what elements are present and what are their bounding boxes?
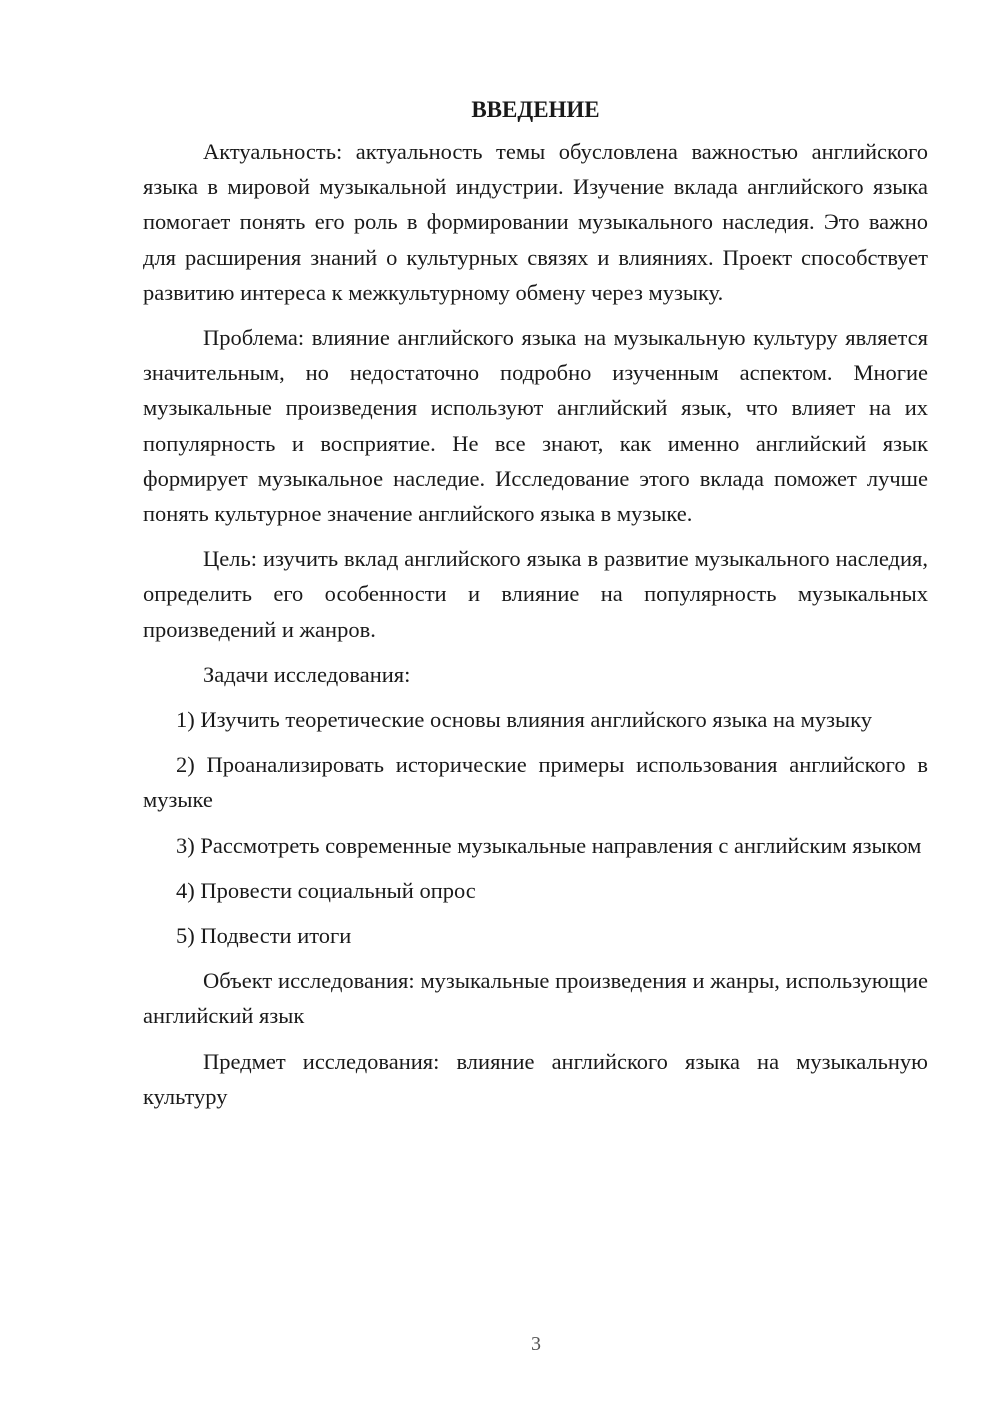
page-number: 3 — [531, 1333, 541, 1355]
task-item-1: 1) Изучить теоретические основы влияния английского языка на музыку — [176, 707, 872, 733]
section-title: ВВЕДЕНИЕ — [471, 97, 600, 122]
task-item-4: 4) Провести социальный опрос — [176, 877, 476, 903]
page-content — [143, 88, 928, 1114]
task-item-2: 2) Проанализировать исторические примеры использования английского в музыке — [143, 752, 928, 813]
object-paragraph: Объект исследования: музыкальные произведения и жанры, использующие английский язык — [143, 968, 928, 1029]
relevance-paragraph: Актуальность: актуальность темы обусловлена важностью английского языка в мировой музыкальной индустрии. Изучение вклада английского языка помогает понять его роль в формировании музыкального наследия. Это важно для расширения знаний о культурных связях и влияниях. Проект способствует развитию интереса к межкультурному обмену через музыку. — [143, 139, 928, 305]
tasks-heading: Задачи исследования: — [203, 661, 411, 687]
problem-paragraph: Проблема: влияние английского языка на музыкальную культуру является значительным, но недостаточно подробно изученным аспектом. Многие музыкальные произведения используют английский язык, что влияет на их популярность и восприятие. Не все знают, как именно английский язык формирует музыкальное наследие. Исследование этого вклада поможет лучше понять культурное значение английского языка в музыке. — [143, 325, 928, 527]
task-item-3: 3) Рассмотреть современные музыкальные направления с английским языком — [176, 832, 922, 858]
goal-paragraph: Цель: изучить вклад английского языка в развитие музыкального наследия, определить его особенности и влияние на популярность музыкальных произведений и жанров. — [143, 546, 928, 642]
task-item-5: 5) Подвести итоги — [176, 923, 352, 949]
subject-paragraph: Предмет исследования: влияние английского языка на музыкальную культуру — [143, 1048, 928, 1109]
